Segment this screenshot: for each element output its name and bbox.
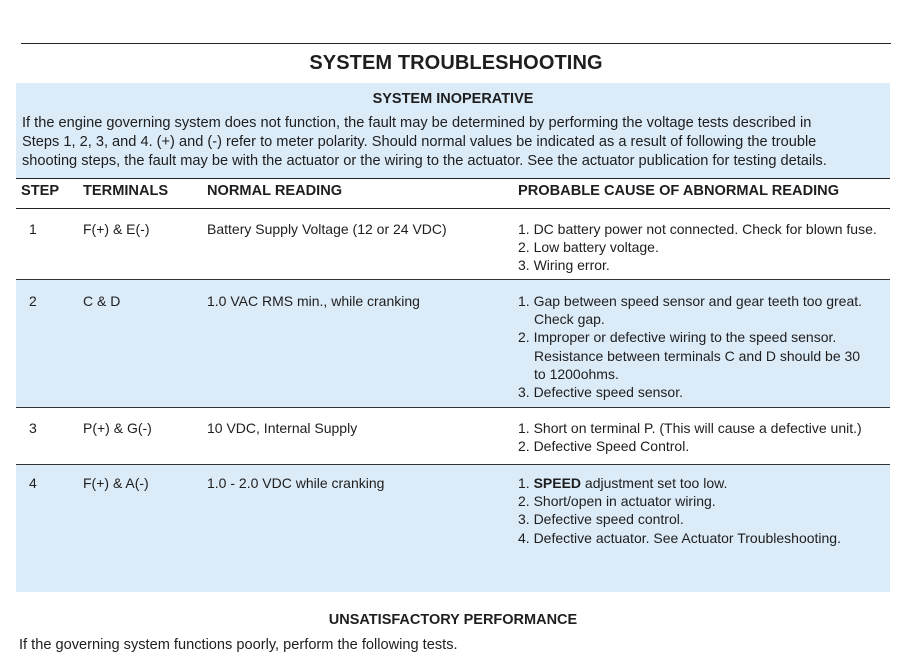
cause-text: adjustment set too low. <box>581 475 728 491</box>
cell-normal-reading: 1.0 VAC RMS min., while cranking <box>207 293 420 309</box>
cell-terminals: P(+) & G(-) <box>83 420 152 436</box>
cause-item: 3. Defective speed sensor. <box>518 384 683 401</box>
top-rule <box>21 43 891 44</box>
cell-normal-reading: 1.0 - 2.0 VDC while cranking <box>207 475 385 491</box>
cause-item: 2. Improper or defective wiring to the speed sensor. <box>518 329 837 346</box>
cell-causes <box>518 474 841 547</box>
cause-item: 1. DC battery power not connected. Check for blown fuse. <box>518 221 877 237</box>
page-title: SYSTEM TROUBLESHOOTING <box>309 52 603 74</box>
cell-causes <box>518 220 877 275</box>
cause-item: 4. Defective actuator. See Actuator Troubleshooting. <box>518 529 841 546</box>
cell-step: 3 <box>29 420 37 436</box>
speed-keyword: SPEED <box>533 475 582 491</box>
cell-normal-reading: Battery Supply Voltage (12 or 24 VDC) <box>207 221 447 237</box>
cause-number: 1. <box>518 475 534 491</box>
cell-terminals: F(+) & E(-) <box>83 221 150 237</box>
cell-terminals: F(+) & A(-) <box>83 475 149 491</box>
header-rule <box>16 208 890 209</box>
cause-item-continued: Resistance between terminals C and D should be 30 <box>534 347 861 364</box>
cell-terminals: C & D <box>83 293 121 309</box>
header-terminals: TERMINALS <box>83 183 169 199</box>
cause-item: 1. Gap between speed sensor and gear teeth too great. <box>518 293 863 309</box>
cell-step: 2 <box>29 293 37 309</box>
cell-causes <box>518 292 862 401</box>
row-rule <box>16 279 890 280</box>
row-rule <box>16 464 890 465</box>
cause-item-continued: Check gap. <box>534 311 605 328</box>
cause-item: 2. Defective Speed Control. <box>518 438 690 455</box>
row-rule <box>16 407 890 408</box>
table-top-rule <box>16 178 890 179</box>
cause-item: 2. Low battery voltage. <box>518 239 659 256</box>
cell-step: 4 <box>29 475 37 491</box>
header-normal-reading: NORMAL READING <box>207 183 343 199</box>
cause-item: 3. Wiring error. <box>518 257 610 274</box>
section-title-unsatisfactory-performance: UNSATISFACTORY PERFORMANCE <box>328 612 578 628</box>
cause-item-continued: to 1200ohms. <box>534 365 619 382</box>
cell-causes <box>518 419 862 455</box>
cell-step: 1 <box>29 221 37 237</box>
cause-item: 3. Defective speed control. <box>518 511 684 528</box>
section-title-system-inoperative: SYSTEM INOPERATIVE <box>372 91 534 107</box>
cause-item: 2. Short/open in actuator wiring. <box>518 493 716 510</box>
performance-intro: If the governing system functions poorly, perform the following tests. <box>19 637 458 653</box>
cause-item: 1. Short on terminal P. (This will cause a defective unit.) <box>518 420 862 436</box>
intro-paragraph <box>22 114 890 171</box>
intro-line: If the engine governing system does not function, the fault may be determined by performing the voltage tests described in <box>22 115 812 131</box>
intro-line: shooting steps, the fault may be with the actuator or the wiring to the actuator. See the actuator publication for testing details. <box>22 153 827 169</box>
header-step: STEP <box>21 183 60 199</box>
cause-item <box>518 474 841 492</box>
intro-line: Steps 1, 2, 3, and 4. (+) and (-) refer to meter polarity. Should normal values be indicated as a result of following the trouble <box>22 134 817 150</box>
header-probable-cause: PROBABLE CAUSE OF ABNORMAL READING <box>518 183 840 199</box>
cell-normal-reading: 10 VDC, Internal Supply <box>207 420 358 436</box>
